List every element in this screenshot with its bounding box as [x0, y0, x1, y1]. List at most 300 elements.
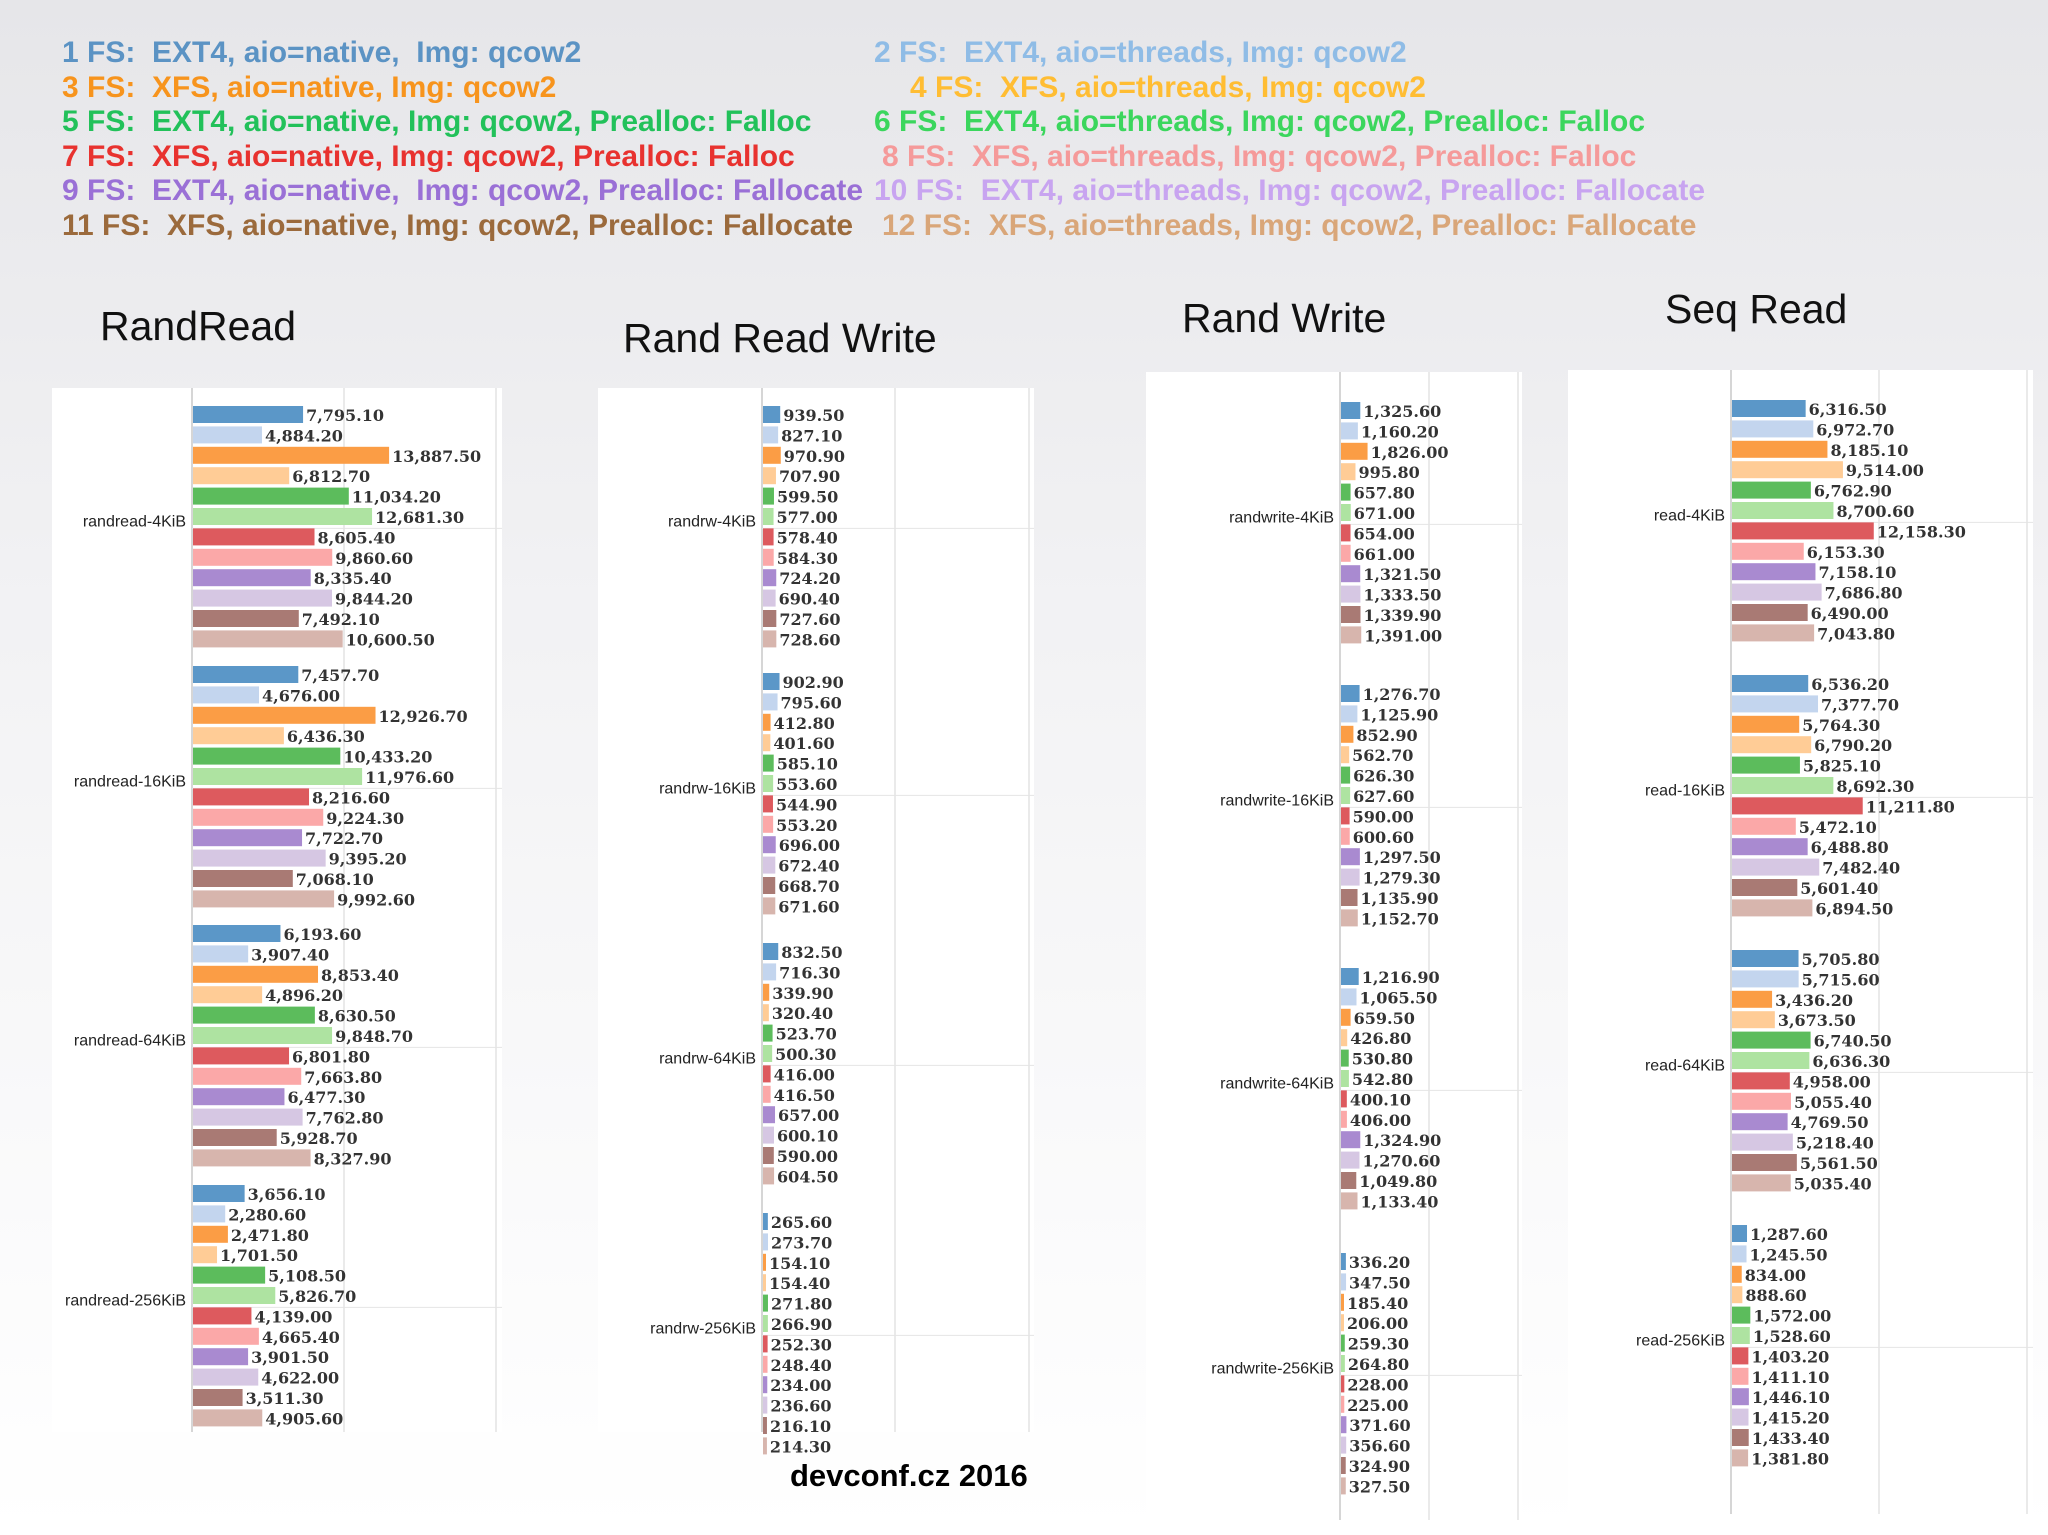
- data-label-randread-4KiB-1: 7,795.10: [306, 406, 385, 425]
- data-label-randwrite-64KiB-7: 400.10: [1349, 1090, 1412, 1110]
- data-label-randrw-4KiB-8: 584.30: [776, 548, 838, 568]
- data-label-randrw-16KiB-6: 553.60: [776, 775, 838, 794]
- bar-randread-256KiB-8: [193, 1328, 259, 1345]
- bar-randread-256KiB-9: [193, 1348, 248, 1365]
- data-label-read-256KiB-1: 1,287.60: [1750, 1225, 1828, 1244]
- data-label-read-256KiB-11: 1,433.40: [1751, 1429, 1830, 1448]
- data-label-randwrite-16KiB-5: 626.30: [1353, 766, 1415, 786]
- data-label-randwrite-4KiB-9: 1,321.50: [1363, 565, 1442, 585]
- data-label-read-256KiB-2: 1,245.50: [1749, 1245, 1828, 1265]
- bar-randread-64KiB-7: [193, 1047, 289, 1064]
- data-label-randrw-16KiB-12: 671.60: [778, 897, 840, 917]
- bar-randread-16KiB-1: [193, 666, 298, 683]
- data-label-read-256KiB-5: 1,572.00: [1753, 1306, 1832, 1326]
- bar-randread-64KiB-2: [193, 945, 248, 962]
- bar-randrw-16KiB-3: [763, 714, 771, 731]
- bar-randread-4KiB-11: [193, 610, 299, 627]
- data-label-randread-256KiB-11: 3,511.30: [245, 1389, 324, 1408]
- bar-randread-16KiB-8: [193, 809, 323, 826]
- bar-read-256KiB-10: [1732, 1409, 1749, 1426]
- bar-randread-64KiB-6: [193, 1027, 332, 1044]
- bar-randread-256KiB-2: [193, 1205, 225, 1222]
- data-label-read-16KiB-4: 6,790.20: [1814, 736, 1893, 756]
- data-label-randread-256KiB-6: 5,826.70: [278, 1287, 357, 1306]
- bar-read-64KiB-9: [1732, 1113, 1788, 1130]
- data-label-randwrite-64KiB-1: 1,216.90: [1361, 968, 1440, 987]
- bar-randread-4KiB-9: [193, 569, 311, 586]
- bar-randwrite-256KiB-9: [1341, 1416, 1346, 1433]
- bar-read-4KiB-1: [1732, 400, 1806, 417]
- data-label-read-16KiB-3: 5,764.30: [1802, 715, 1881, 735]
- bar-randwrite-16KiB-7: [1341, 807, 1350, 824]
- data-label-randwrite-16KiB-2: 1,125.90: [1360, 705, 1439, 725]
- data-label-randread-16KiB-8: 9,224.30: [326, 808, 405, 828]
- plot-area: [1146, 372, 1522, 1520]
- data-label-read-4KiB-5: 6,762.90: [1813, 481, 1892, 501]
- bar-randread-16KiB-7: [193, 788, 309, 805]
- bar-randread-4KiB-7: [193, 528, 315, 545]
- bar-randread-64KiB-11: [193, 1129, 277, 1146]
- data-label-randrw-4KiB-9: 724.20: [779, 569, 841, 589]
- bar-randrw-64KiB-4: [763, 1004, 769, 1021]
- bar-randrw-64KiB-3: [763, 984, 769, 1001]
- bar-randread-256KiB-5: [193, 1267, 265, 1284]
- data-label-randread-4KiB-2: 4,884.20: [264, 426, 343, 446]
- legend-item-6: 6 FS: EXT4, aio=threads, Img: qcow2, Prealloc: Falloc: [874, 105, 1646, 139]
- data-label-randread-16KiB-5: 10,433.20: [343, 747, 433, 767]
- bar-randwrite-4KiB-4: [1341, 463, 1355, 480]
- legend-item-10: 10 FS: EXT4, aio=threads, Img: qcow2, Prealloc: Fallocate: [874, 174, 1706, 208]
- data-label-randrw-256KiB-12: 214.30: [769, 1437, 832, 1457]
- bar-randrw-64KiB-9: [763, 1106, 775, 1123]
- data-label-randwrite-4KiB-11: 1,339.90: [1363, 606, 1442, 625]
- bar-read-64KiB-3: [1732, 991, 1772, 1008]
- data-label-randwrite-256KiB-8: 225.00: [1347, 1395, 1409, 1415]
- bar-randwrite-16KiB-9: [1341, 848, 1360, 865]
- data-label-read-4KiB-7: 12,158.30: [1876, 522, 1966, 542]
- bar-randwrite-256KiB-2: [1341, 1273, 1346, 1290]
- data-label-randread-256KiB-5: 5,108.50: [268, 1266, 347, 1286]
- bar-randrw-16KiB-11: [763, 877, 775, 894]
- data-label-randwrite-64KiB-6: 542.80: [1351, 1070, 1414, 1089]
- data-label-randread-64KiB-8: 7,663.80: [304, 1067, 383, 1087]
- data-label-randread-16KiB-7: 8,216.60: [312, 788, 390, 808]
- data-label-randread-16KiB-2: 4,676.00: [262, 686, 340, 706]
- bar-read-256KiB-11: [1732, 1429, 1749, 1446]
- legend-item-5: 5 FS: EXT4, aio=native, Img: qcow2, Prealloc: Falloc: [62, 105, 812, 139]
- bar-randwrite-16KiB-4: [1341, 746, 1349, 763]
- data-label-randrw-4KiB-4: 707.90: [778, 467, 841, 487]
- data-label-read-16KiB-8: 5,472.10: [1798, 817, 1877, 837]
- bar-read-16KiB-11: [1732, 879, 1797, 896]
- legend-item-8: 8 FS: XFS, aio=threads, Img: qcow2, Prealloc: Falloc: [882, 139, 1637, 173]
- data-label-randread-16KiB-10: 9,395.20: [328, 849, 407, 869]
- data-label-randread-16KiB-11: 7,068.10: [295, 870, 374, 889]
- bar-randread-16KiB-12: [193, 890, 334, 907]
- bar-randread-16KiB-11: [193, 870, 293, 887]
- data-label-read-256KiB-3: 834.00: [1744, 1265, 1806, 1285]
- bar-randrw-256KiB-8: [763, 1356, 768, 1373]
- bar-randrw-64KiB-1: [763, 943, 778, 960]
- data-label-randwrite-256KiB-7: 228.00: [1347, 1375, 1409, 1395]
- data-label-randread-4KiB-5: 11,034.20: [351, 487, 441, 507]
- data-label-randwrite-256KiB-11: 324.90: [1348, 1457, 1410, 1476]
- data-label-read-64KiB-9: 4,769.50: [1790, 1113, 1869, 1133]
- bar-randwrite-4KiB-3: [1341, 443, 1368, 460]
- bar-read-64KiB-2: [1732, 970, 1799, 987]
- bar-randread-256KiB-7: [193, 1307, 251, 1324]
- data-label-randwrite-256KiB-12: 327.50: [1348, 1477, 1410, 1497]
- data-label-randrw-256KiB-8: 248.40: [770, 1355, 832, 1375]
- category-label-randwrite-16KiB: randwrite-16KiB: [1220, 792, 1334, 810]
- data-label-read-256KiB-7: 1,403.20: [1751, 1347, 1830, 1367]
- data-label-randrw-16KiB-1: 902.90: [782, 673, 844, 692]
- data-label-randrw-64KiB-5: 523.70: [775, 1024, 837, 1044]
- data-label-randread-4KiB-11: 7,492.10: [301, 610, 380, 629]
- data-label-read-64KiB-6: 6,636.30: [1812, 1052, 1891, 1071]
- bar-randrw-256KiB-5: [763, 1295, 768, 1312]
- data-label-randwrite-256KiB-10: 356.60: [1349, 1436, 1411, 1456]
- data-label-randread-64KiB-1: 6,193.60: [283, 925, 362, 944]
- data-label-randwrite-256KiB-9: 371.60: [1349, 1416, 1411, 1436]
- bar-randwrite-256KiB-8: [1341, 1396, 1344, 1413]
- data-label-read-64KiB-4: 3,673.50: [1777, 1011, 1856, 1031]
- data-label-randread-64KiB-7: 6,801.80: [292, 1047, 370, 1067]
- bar-randrw-4KiB-8: [763, 549, 774, 566]
- data-label-randwrite-4KiB-4: 995.80: [1358, 463, 1420, 483]
- bar-read-64KiB-12: [1732, 1174, 1791, 1191]
- data-label-randread-64KiB-11: 5,928.70: [279, 1129, 358, 1148]
- bar-read-16KiB-6: [1732, 777, 1833, 794]
- data-label-read-64KiB-8: 5,055.40: [1793, 1092, 1872, 1112]
- chart-seqread: [1568, 370, 2033, 1514]
- bar-randrw-4KiB-7: [763, 528, 774, 545]
- bar-randread-64KiB-5: [193, 1007, 315, 1024]
- bar-randread-256KiB-12: [193, 1409, 262, 1426]
- bar-randwrite-4KiB-11: [1341, 606, 1360, 623]
- bar-read-4KiB-4: [1732, 461, 1843, 478]
- bar-randwrite-256KiB-6: [1341, 1355, 1345, 1372]
- data-label-randread-4KiB-4: 6,812.70: [292, 467, 371, 487]
- bar-randread-16KiB-9: [193, 829, 302, 846]
- data-label-randwrite-16KiB-6: 627.60: [1353, 787, 1415, 806]
- data-label-randwrite-64KiB-9: 1,324.90: [1363, 1131, 1442, 1151]
- data-label-randrw-64KiB-10: 600.10: [776, 1126, 839, 1146]
- data-label-randrw-256KiB-10: 236.60: [770, 1396, 832, 1416]
- bar-randread-256KiB-6: [193, 1287, 275, 1304]
- data-label-randwrite-16KiB-8: 600.60: [1352, 827, 1414, 847]
- bar-randwrite-64KiB-10: [1341, 1152, 1359, 1169]
- data-label-randread-64KiB-12: 8,327.90: [313, 1149, 392, 1169]
- bar-read-4KiB-3: [1732, 441, 1827, 458]
- bar-randwrite-256KiB-3: [1341, 1294, 1344, 1311]
- bar-read-4KiB-12: [1732, 624, 1814, 641]
- bar-randwrite-256KiB-5: [1341, 1335, 1345, 1352]
- bar-randrw-256KiB-11: [763, 1417, 767, 1434]
- bar-randread-4KiB-12: [193, 630, 343, 647]
- data-label-randwrite-4KiB-5: 657.80: [1353, 483, 1415, 503]
- data-label-read-16KiB-5: 5,825.10: [1802, 756, 1881, 776]
- data-label-randwrite-64KiB-12: 1,133.40: [1360, 1192, 1439, 1212]
- bar-randrw-256KiB-2: [763, 1233, 768, 1250]
- data-label-randwrite-16KiB-3: 852.90: [1356, 725, 1418, 745]
- bar-randread-64KiB-1: [193, 925, 280, 942]
- legend-item-7: 7 FS: XFS, aio=native, Img: qcow2, Prealloc: Falloc: [62, 139, 795, 173]
- bar-read-16KiB-10: [1732, 859, 1819, 876]
- data-label-randwrite-4KiB-10: 1,333.50: [1363, 585, 1442, 605]
- bar-randwrite-256KiB-1: [1341, 1253, 1346, 1270]
- bar-randrw-64KiB-6: [763, 1045, 772, 1062]
- bar-randread-4KiB-4: [193, 467, 289, 484]
- data-label-randrw-16KiB-11: 668.70: [778, 877, 840, 896]
- bar-randread-4KiB-10: [193, 590, 332, 607]
- data-label-read-64KiB-11: 5,561.50: [1799, 1154, 1878, 1173]
- data-label-read-64KiB-12: 5,035.40: [1793, 1174, 1872, 1194]
- bar-randrw-256KiB-1: [763, 1213, 768, 1230]
- data-label-randrw-4KiB-5: 599.50: [776, 487, 839, 507]
- bar-randread-16KiB-4: [193, 727, 284, 744]
- bar-randrw-64KiB-7: [763, 1065, 771, 1082]
- bar-randrw-256KiB-7: [763, 1335, 768, 1352]
- bar-randread-16KiB-3: [193, 707, 376, 724]
- category-label-randread-256KiB: randread-256KiB: [65, 1292, 186, 1310]
- data-label-randread-16KiB-6: 11,976.60: [365, 768, 455, 787]
- data-label-randread-256KiB-4: 1,701.50: [220, 1246, 298, 1266]
- data-label-read-4KiB-9: 7,158.10: [1818, 563, 1897, 583]
- data-label-read-64KiB-7: 4,958.00: [1792, 1072, 1871, 1092]
- bar-randrw-4KiB-11: [763, 610, 776, 627]
- bar-randread-4KiB-8: [193, 549, 332, 566]
- data-label-randwrite-16KiB-4: 562.70: [1352, 746, 1414, 766]
- bar-read-256KiB-1: [1732, 1225, 1747, 1242]
- data-label-randread-64KiB-9: 6,477.30: [287, 1088, 366, 1108]
- data-label-randrw-64KiB-7: 416.00: [773, 1065, 835, 1085]
- data-label-randrw-64KiB-2: 716.30: [779, 963, 841, 983]
- bar-randrw-256KiB-6: [763, 1315, 768, 1332]
- data-label-read-64KiB-5: 6,740.50: [1813, 1031, 1892, 1051]
- data-label-randwrite-16KiB-12: 1,152.70: [1360, 909, 1439, 929]
- data-label-randread-4KiB-3: 13,887.50: [392, 446, 482, 466]
- data-label-read-64KiB-2: 5,715.60: [1801, 970, 1880, 990]
- data-label-randrw-16KiB-8: 553.20: [776, 815, 838, 835]
- bar-randwrite-16KiB-1: [1341, 685, 1360, 702]
- bar-read-64KiB-7: [1732, 1072, 1790, 1089]
- bar-randrw-64KiB-8: [763, 1086, 771, 1103]
- bar-randwrite-4KiB-6: [1341, 504, 1351, 521]
- data-label-randwrite-64KiB-3: 659.50: [1353, 1008, 1415, 1028]
- bar-randwrite-256KiB-4: [1341, 1314, 1344, 1331]
- data-label-randrw-256KiB-6: 266.90: [770, 1315, 833, 1334]
- bar-randrw-256KiB-12: [763, 1437, 767, 1454]
- bar-randwrite-16KiB-3: [1341, 726, 1353, 743]
- data-label-randwrite-4KiB-7: 654.00: [1353, 524, 1415, 544]
- chart-title-randread: RandRead: [100, 303, 297, 349]
- data-label-randrw-16KiB-3: 412.80: [773, 713, 835, 733]
- bar-randrw-4KiB-4: [763, 467, 776, 484]
- bar-randrw-4KiB-9: [763, 569, 776, 586]
- chart-randwrite: [1146, 372, 1522, 1520]
- data-label-randrw-64KiB-4: 320.40: [771, 1004, 834, 1024]
- data-label-randrw-64KiB-8: 416.50: [773, 1085, 835, 1105]
- bar-randread-16KiB-5: [193, 748, 340, 765]
- bar-randwrite-64KiB-7: [1341, 1090, 1347, 1107]
- bar-randrw-64KiB-11: [763, 1147, 774, 1164]
- category-label-read-64KiB: read-64KiB: [1644, 1057, 1725, 1075]
- bar-randrw-64KiB-10: [763, 1127, 774, 1144]
- bar-read-64KiB-5: [1732, 1032, 1811, 1049]
- data-label-randrw-256KiB-5: 271.80: [770, 1294, 833, 1314]
- bar-randwrite-16KiB-5: [1341, 767, 1350, 784]
- bar-randrw-4KiB-12: [763, 630, 776, 647]
- bar-read-256KiB-5: [1732, 1307, 1750, 1324]
- bar-randread-4KiB-2: [193, 426, 262, 443]
- bar-randread-64KiB-4: [193, 986, 262, 1003]
- bar-randrw-256KiB-4: [763, 1274, 766, 1291]
- data-label-randrw-64KiB-11: 590.00: [776, 1147, 839, 1166]
- data-label-randrw-16KiB-9: 696.00: [778, 836, 840, 856]
- data-label-read-16KiB-7: 11,211.80: [1865, 797, 1955, 817]
- bar-randrw-256KiB-10: [763, 1397, 767, 1414]
- bar-randread-4KiB-1: [193, 406, 303, 423]
- bar-randwrite-256KiB-7: [1341, 1375, 1344, 1392]
- bar-randwrite-16KiB-10: [1341, 869, 1360, 886]
- data-label-randwrite-16KiB-11: 1,135.90: [1360, 889, 1439, 908]
- data-label-randwrite-256KiB-5: 259.30: [1347, 1334, 1410, 1354]
- bar-read-16KiB-4: [1732, 736, 1811, 753]
- data-label-read-256KiB-8: 1,411.10: [1751, 1367, 1830, 1387]
- bar-read-4KiB-11: [1732, 604, 1808, 621]
- data-label-randread-16KiB-9: 7,722.70: [305, 829, 383, 849]
- bar-randwrite-4KiB-2: [1341, 422, 1358, 439]
- bar-randwrite-64KiB-3: [1341, 1009, 1351, 1026]
- bar-read-16KiB-2: [1732, 695, 1818, 712]
- data-label-read-64KiB-10: 5,218.40: [1795, 1133, 1874, 1153]
- data-label-read-256KiB-4: 888.60: [1745, 1286, 1807, 1306]
- bar-read-16KiB-5: [1732, 757, 1800, 774]
- data-label-randrw-16KiB-2: 795.60: [780, 693, 842, 713]
- data-label-read-256KiB-12: 1,381.80: [1751, 1449, 1830, 1469]
- data-label-randread-16KiB-1: 7,457.70: [301, 666, 380, 685]
- data-label-randread-4KiB-8: 9,860.60: [335, 548, 414, 568]
- bar-read-64KiB-11: [1732, 1154, 1797, 1171]
- bar-randread-16KiB-6: [193, 768, 362, 785]
- category-label-randread-4KiB: randread-4KiB: [82, 513, 186, 531]
- data-label-randrw-4KiB-10: 690.40: [778, 589, 840, 609]
- bar-randrw-16KiB-9: [763, 836, 776, 853]
- legend-item-9: 9 FS: EXT4, aio=native, Img: qcow2, Prealloc: Fallocate: [62, 174, 864, 208]
- bar-randwrite-64KiB-12: [1341, 1192, 1357, 1209]
- data-label-read-256KiB-6: 1,528.60: [1752, 1327, 1831, 1346]
- bar-randwrite-64KiB-9: [1341, 1131, 1360, 1148]
- data-label-randread-64KiB-4: 4,896.20: [265, 986, 344, 1006]
- bar-randwrite-64KiB-5: [1341, 1050, 1349, 1067]
- data-label-randwrite-4KiB-2: 1,160.20: [1360, 422, 1439, 442]
- bar-randwrite-4KiB-1: [1341, 402, 1360, 419]
- data-label-randwrite-64KiB-2: 1,065.50: [1359, 988, 1438, 1008]
- bar-randread-64KiB-12: [193, 1149, 311, 1166]
- data-label-randread-4KiB-10: 9,844.20: [335, 589, 413, 609]
- bar-read-256KiB-2: [1732, 1245, 1747, 1262]
- bar-read-256KiB-12: [1732, 1449, 1748, 1466]
- data-label-randwrite-4KiB-8: 661.00: [1353, 544, 1415, 564]
- bar-randrw-4KiB-1: [763, 406, 780, 423]
- bar-randrw-16KiB-12: [763, 897, 775, 914]
- data-label-randread-256KiB-12: 4,905.60: [265, 1409, 344, 1429]
- category-label-randrw-256KiB: randrw-256KiB: [650, 1320, 756, 1338]
- data-label-randwrite-256KiB-6: 264.80: [1347, 1355, 1410, 1374]
- data-label-randwrite-4KiB-3: 1,826.00: [1370, 442, 1449, 462]
- bar-randwrite-4KiB-5: [1341, 484, 1351, 501]
- chart-randread: [52, 388, 502, 1432]
- bar-read-4KiB-5: [1732, 482, 1811, 499]
- bar-randrw-16KiB-1: [763, 673, 780, 690]
- data-label-read-64KiB-3: 3,436.20: [1775, 990, 1854, 1010]
- data-label-randwrite-64KiB-11: 1,049.80: [1359, 1172, 1438, 1191]
- data-label-read-16KiB-11: 5,601.40: [1800, 879, 1879, 898]
- data-label-read-4KiB-12: 7,043.80: [1817, 624, 1896, 644]
- bar-read-4KiB-7: [1732, 522, 1874, 539]
- bar-randread-256KiB-3: [193, 1226, 228, 1243]
- category-label-randrw-4KiB: randrw-4KiB: [667, 513, 756, 531]
- bar-read-16KiB-8: [1732, 818, 1796, 835]
- data-label-randrw-4KiB-7: 578.40: [776, 528, 838, 548]
- data-label-randrw-4KiB-6: 577.00: [776, 508, 838, 527]
- data-label-randread-16KiB-3: 12,926.70: [378, 706, 468, 726]
- bar-randrw-64KiB-2: [763, 963, 776, 980]
- data-label-randread-256KiB-10: 4,622.00: [261, 1368, 340, 1388]
- bar-read-4KiB-6: [1732, 502, 1833, 519]
- data-label-randread-4KiB-7: 8,605.40: [317, 528, 396, 548]
- bar-randwrite-256KiB-11: [1341, 1457, 1346, 1474]
- bar-randrw-256KiB-3: [763, 1254, 766, 1271]
- legend-item-12: 12 FS: XFS, aio=threads, Img: qcow2, Prealloc: Fallocate: [882, 208, 1697, 242]
- bar-randwrite-256KiB-10: [1341, 1437, 1346, 1454]
- data-label-randread-256KiB-1: 3,656.10: [247, 1185, 326, 1204]
- bar-read-4KiB-2: [1732, 420, 1813, 437]
- data-label-randrw-64KiB-6: 500.30: [775, 1045, 837, 1064]
- data-label-randread-64KiB-6: 9,848.70: [335, 1027, 414, 1046]
- category-label-randwrite-4KiB: randwrite-4KiB: [1229, 509, 1334, 527]
- data-label-randrw-64KiB-9: 657.00: [778, 1106, 840, 1126]
- data-label-read-4KiB-10: 7,686.80: [1824, 583, 1903, 603]
- data-label-randrw-256KiB-2: 273.70: [771, 1233, 833, 1253]
- bar-randread-256KiB-11: [193, 1389, 243, 1406]
- bar-randwrite-256KiB-12: [1341, 1477, 1346, 1494]
- bar-randread-256KiB-10: [193, 1369, 258, 1386]
- bar-randread-64KiB-10: [193, 1109, 303, 1126]
- data-label-read-4KiB-6: 8,700.60: [1836, 502, 1915, 521]
- bar-read-16KiB-12: [1732, 899, 1812, 916]
- data-label-randwrite-64KiB-10: 1,270.60: [1362, 1151, 1441, 1171]
- data-label-randrw-16KiB-7: 544.90: [775, 795, 838, 815]
- data-label-read-16KiB-12: 6,894.50: [1815, 899, 1894, 919]
- bar-read-256KiB-7: [1732, 1347, 1748, 1364]
- bar-randwrite-16KiB-8: [1341, 828, 1350, 845]
- chart-randrw: [598, 388, 1034, 1457]
- category-label-randread-16KiB: randread-16KiB: [73, 773, 186, 791]
- data-label-randwrite-256KiB-1: 336.20: [1348, 1253, 1411, 1272]
- data-label-randrw-64KiB-12: 604.50: [777, 1167, 839, 1187]
- bar-randrw-4KiB-10: [763, 590, 776, 607]
- data-label-randwrite-4KiB-6: 671.00: [1353, 504, 1415, 523]
- data-label-randrw-256KiB-7: 252.30: [770, 1335, 832, 1355]
- bar-randread-4KiB-3: [193, 447, 389, 464]
- category-label-randrw-64KiB: randrw-64KiB: [659, 1050, 756, 1068]
- data-label-read-4KiB-4: 9,514.00: [1845, 461, 1924, 481]
- data-label-randwrite-64KiB-5: 530.80: [1351, 1049, 1413, 1069]
- data-label-read-16KiB-6: 8,692.30: [1836, 777, 1915, 796]
- data-label-read-4KiB-8: 6,153.30: [1806, 542, 1885, 562]
